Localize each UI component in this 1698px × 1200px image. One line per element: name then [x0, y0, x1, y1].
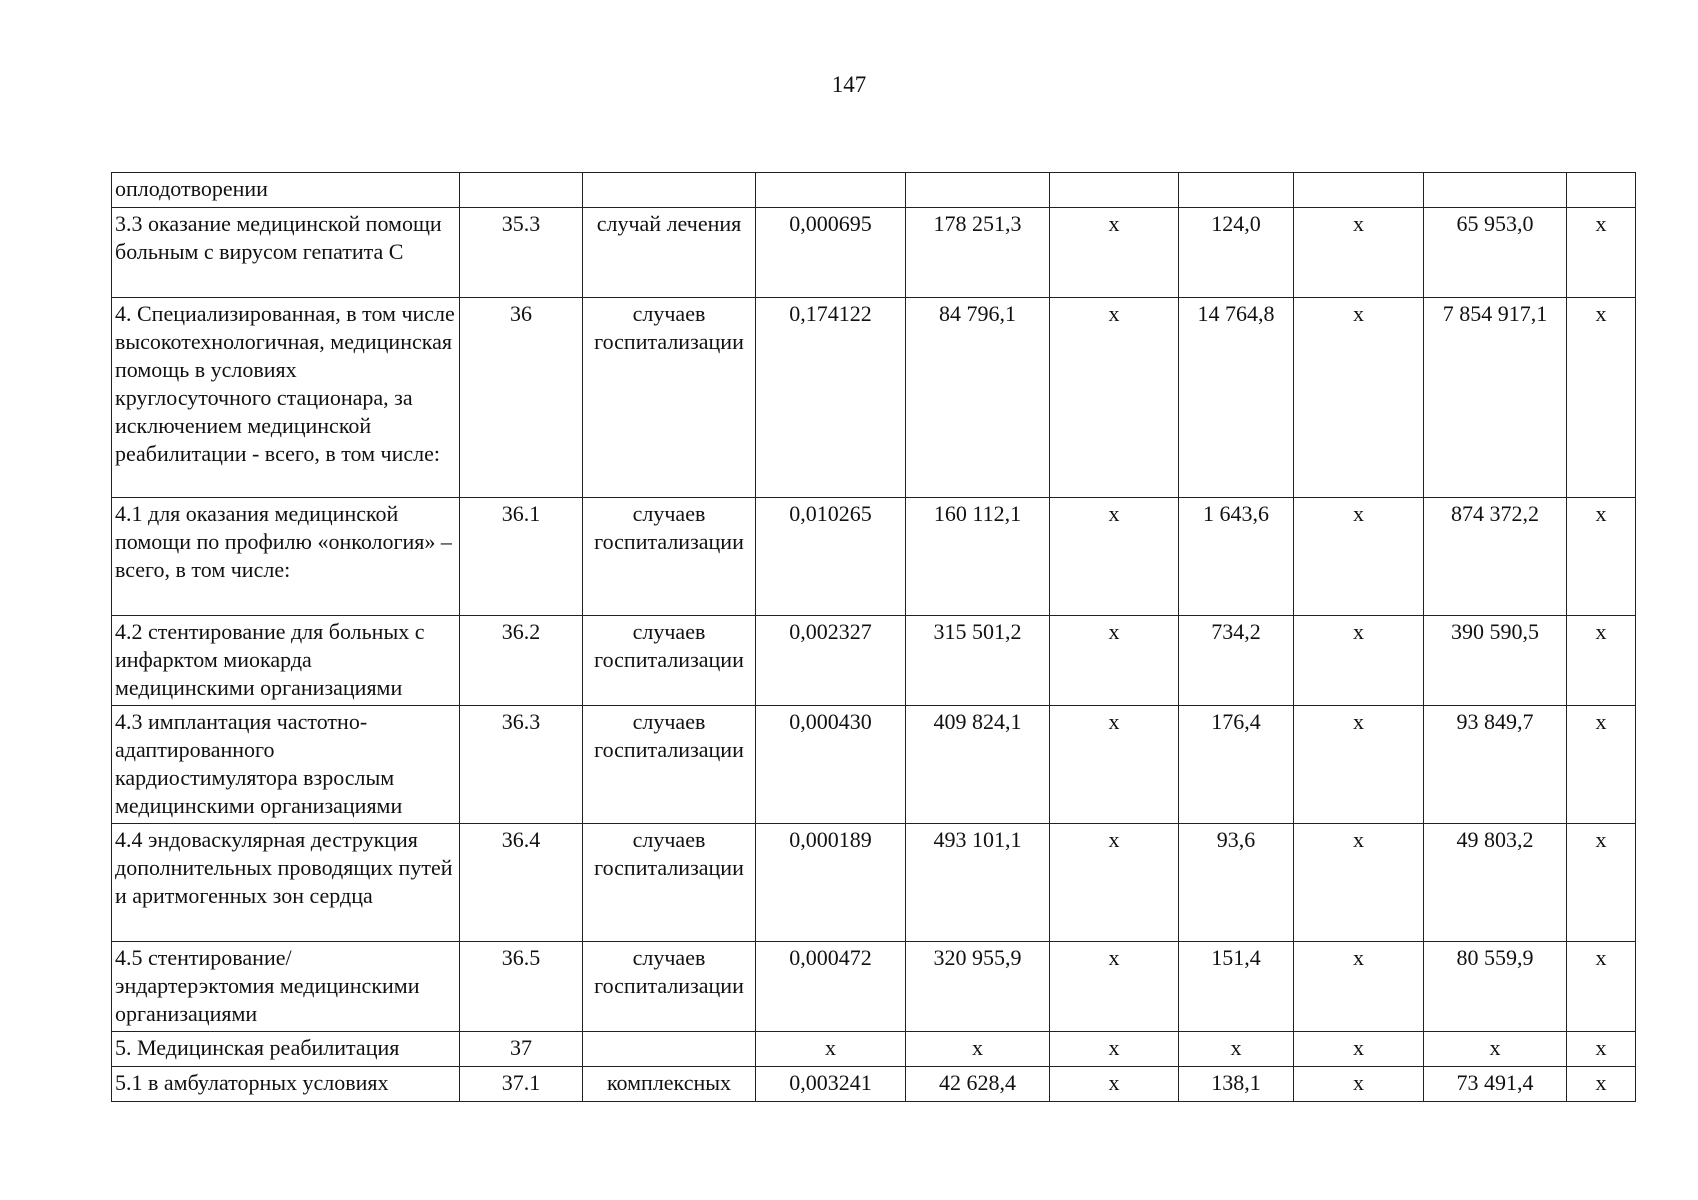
- row-col8: [1294, 173, 1424, 208]
- row-unit: комплексных: [583, 1067, 756, 1102]
- table-row: [112, 942, 1636, 1032]
- row-name: 4.5 стентирование/ эндартерэктомия медицинскими организациями: [112, 942, 460, 1032]
- row-col7: х: [1179, 1032, 1294, 1067]
- row-norm: х: [756, 1032, 906, 1067]
- table-row: [112, 298, 1636, 498]
- page-number: 147: [831, 72, 867, 97]
- row-col6: х: [1050, 208, 1179, 298]
- row-col6: х: [1050, 498, 1179, 616]
- row-cost: 42 628,4: [906, 1067, 1050, 1102]
- row-norm: 0,003241: [756, 1067, 906, 1102]
- row-col10: х: [1567, 498, 1636, 616]
- row-col9: 390 590,5: [1424, 616, 1567, 706]
- row-col7: 124,0: [1179, 208, 1294, 298]
- row-col6: х: [1050, 824, 1179, 942]
- row-code: 36.3: [460, 706, 583, 824]
- row-col10: х: [1567, 706, 1636, 824]
- row-code: 36: [460, 298, 583, 498]
- table-row: [112, 498, 1636, 616]
- table-row: [112, 706, 1636, 824]
- row-col7: [1179, 173, 1294, 208]
- row-col10: х: [1567, 616, 1636, 706]
- row-col7: 138,1: [1179, 1067, 1294, 1102]
- row-name: 3.3 оказание медицинской помощи больным с вирусом гепатита С: [112, 208, 460, 298]
- table-row: [112, 1067, 1636, 1102]
- row-cost: 409 824,1: [906, 706, 1050, 824]
- row-cost: 315 501,2: [906, 616, 1050, 706]
- row-col10: х: [1567, 1067, 1636, 1102]
- row-norm: [756, 173, 906, 208]
- row-cost: [906, 173, 1050, 208]
- row-norm: 0,000695: [756, 208, 906, 298]
- row-unit: случаев госпитализации: [583, 942, 756, 1032]
- row-col6: х: [1050, 706, 1179, 824]
- row-cost: 178 251,3: [906, 208, 1050, 298]
- table-row: [112, 173, 1636, 208]
- row-col6: х: [1050, 298, 1179, 498]
- row-code: 37.1: [460, 1067, 583, 1102]
- row-norm: 0,002327: [756, 616, 906, 706]
- row-col7: 151,4: [1179, 942, 1294, 1032]
- row-norm: 0,174122: [756, 298, 906, 498]
- row-code: 36.2: [460, 616, 583, 706]
- row-name: 5. Медицинская реабилитация: [112, 1032, 460, 1067]
- row-col6: х: [1050, 616, 1179, 706]
- row-col8: х: [1294, 498, 1424, 616]
- row-col6: х: [1050, 1067, 1179, 1102]
- row-unit: [583, 1032, 756, 1067]
- row-norm: 0,000430: [756, 706, 906, 824]
- row-col10: х: [1567, 942, 1636, 1032]
- row-cost: х: [906, 1032, 1050, 1067]
- row-col9: х: [1424, 1032, 1567, 1067]
- row-cost: 84 796,1: [906, 298, 1050, 498]
- table-row: [112, 824, 1636, 942]
- row-col8: х: [1294, 824, 1424, 942]
- row-col9: 49 803,2: [1424, 824, 1567, 942]
- row-norm: 0,000189: [756, 824, 906, 942]
- row-norm: 0,000472: [756, 942, 906, 1032]
- row-cost: 493 101,1: [906, 824, 1050, 942]
- table-row: [112, 208, 1636, 298]
- row-col8: х: [1294, 616, 1424, 706]
- row-name: 4.1 для оказания медицинской помощи по профилю «онкология» – всего, в том числе:: [112, 498, 460, 616]
- row-code: 36.4: [460, 824, 583, 942]
- row-col9: 874 372,2: [1424, 498, 1567, 616]
- row-unit: случаев госпитализации: [583, 298, 756, 498]
- row-unit: случаев госпитализации: [583, 498, 756, 616]
- row-col10: х: [1567, 824, 1636, 942]
- row-col8: х: [1294, 706, 1424, 824]
- row-col9: [1424, 173, 1567, 208]
- row-col9: 80 559,9: [1424, 942, 1567, 1032]
- row-unit: случаев госпитализации: [583, 824, 756, 942]
- row-col8: х: [1294, 208, 1424, 298]
- row-code: 37: [460, 1032, 583, 1067]
- table-row: [112, 1032, 1636, 1067]
- row-col7: 93,6: [1179, 824, 1294, 942]
- row-col10: [1567, 173, 1636, 208]
- row-col7: 176,4: [1179, 706, 1294, 824]
- row-col8: х: [1294, 942, 1424, 1032]
- row-code: 36.5: [460, 942, 583, 1032]
- row-norm: 0,010265: [756, 498, 906, 616]
- row-col8: х: [1294, 1067, 1424, 1102]
- row-col7: 1 643,6: [1179, 498, 1294, 616]
- row-cost: 320 955,9: [906, 942, 1050, 1032]
- row-col10: х: [1567, 208, 1636, 298]
- row-code: 36.1: [460, 498, 583, 616]
- row-code: 35.3: [460, 208, 583, 298]
- row-col9: 65 953,0: [1424, 208, 1567, 298]
- row-name: 4. Специализированная, в том числе высокотехнологичная, медицинская помощь в условиях круглосуточного стационара, за исключением медицинской реабилитации - всего, в том числе:: [112, 298, 460, 498]
- row-unit: [583, 173, 756, 208]
- table-row: [112, 616, 1636, 706]
- row-col9: 7 854 917,1: [1424, 298, 1567, 498]
- row-col7: 14 764,8: [1179, 298, 1294, 498]
- row-col6: х: [1050, 942, 1179, 1032]
- row-col6: [1050, 173, 1179, 208]
- row-col10: х: [1567, 1032, 1636, 1067]
- row-unit: случаев госпитализации: [583, 616, 756, 706]
- row-cost: 160 112,1: [906, 498, 1050, 616]
- row-col8: х: [1294, 298, 1424, 498]
- row-name: 4.3 имплантация частотно-адаптированного кардиостимулятора взрослым медицинскими организациями: [112, 706, 460, 824]
- row-name: 4.2 стентирование для больных с инфарктом миокарда медицинскими организациями: [112, 616, 460, 706]
- row-col9: 73 491,4: [1424, 1067, 1567, 1102]
- row-unit: случаев госпитализации: [583, 706, 756, 824]
- row-name: 5.1 в амбулаторных условиях: [112, 1067, 460, 1102]
- row-col6: х: [1050, 1032, 1179, 1067]
- row-name: оплодотворении: [112, 173, 460, 208]
- row-col10: х: [1567, 298, 1636, 498]
- row-code: [460, 173, 583, 208]
- row-col9: 93 849,7: [1424, 706, 1567, 824]
- row-col8: х: [1294, 1032, 1424, 1067]
- row-col7: 734,2: [1179, 616, 1294, 706]
- row-name: 4.4 эндоваскулярная деструкция дополнительных проводящих путей и аритмогенных зон сердца: [112, 824, 460, 942]
- row-unit: случай лечения: [583, 208, 756, 298]
- data-table: [111, 172, 1636, 1102]
